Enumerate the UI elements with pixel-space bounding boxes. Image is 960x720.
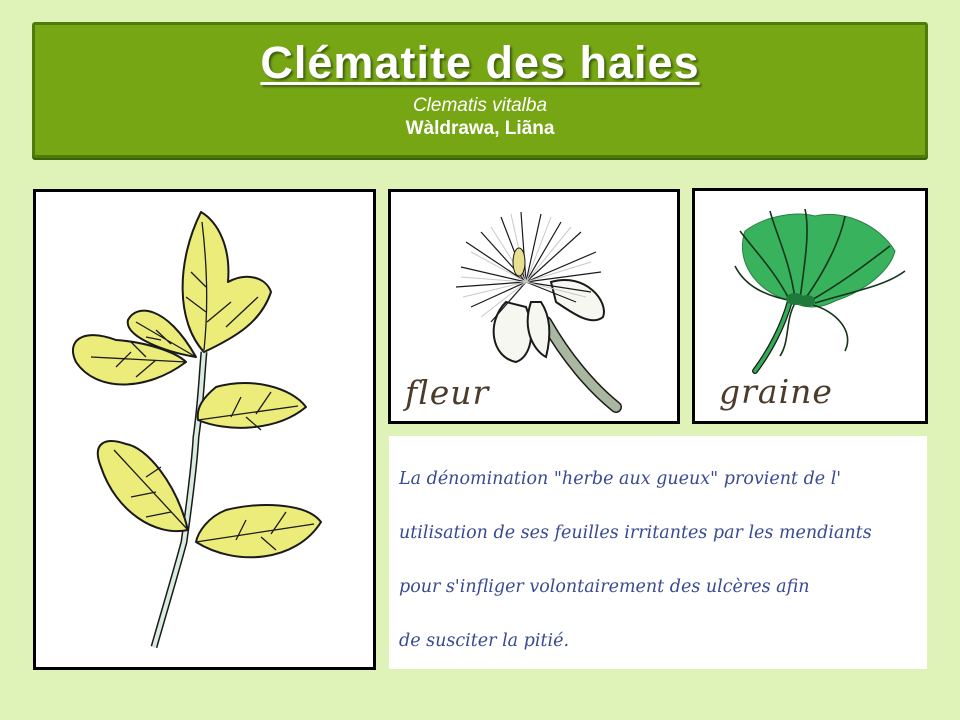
note-line: utilisation de ses feuilles irritantes par les mendiants <box>399 523 872 543</box>
scientific-name: Clematis vitalba <box>412 95 548 116</box>
flower-label: fleur <box>405 373 490 412</box>
page-title: Clématite des haies <box>260 37 700 88</box>
seed-image-frame <box>692 188 928 424</box>
note-line: La dénomination "herbe aux gueux" provient de l' <box>399 469 842 489</box>
local-name: Wàldrawa, Liãna <box>405 118 555 139</box>
flower-image-frame <box>388 189 680 424</box>
note-line: de susciter la pitié. <box>399 631 570 651</box>
leaf-image-frame <box>33 189 376 670</box>
handwritten-note <box>389 436 927 669</box>
seed-label: graine <box>719 372 833 411</box>
leaf-icon <box>36 192 373 667</box>
title-banner <box>32 22 928 158</box>
note-line: pour s'infliger volontairement des ulcères afin <box>399 577 810 597</box>
